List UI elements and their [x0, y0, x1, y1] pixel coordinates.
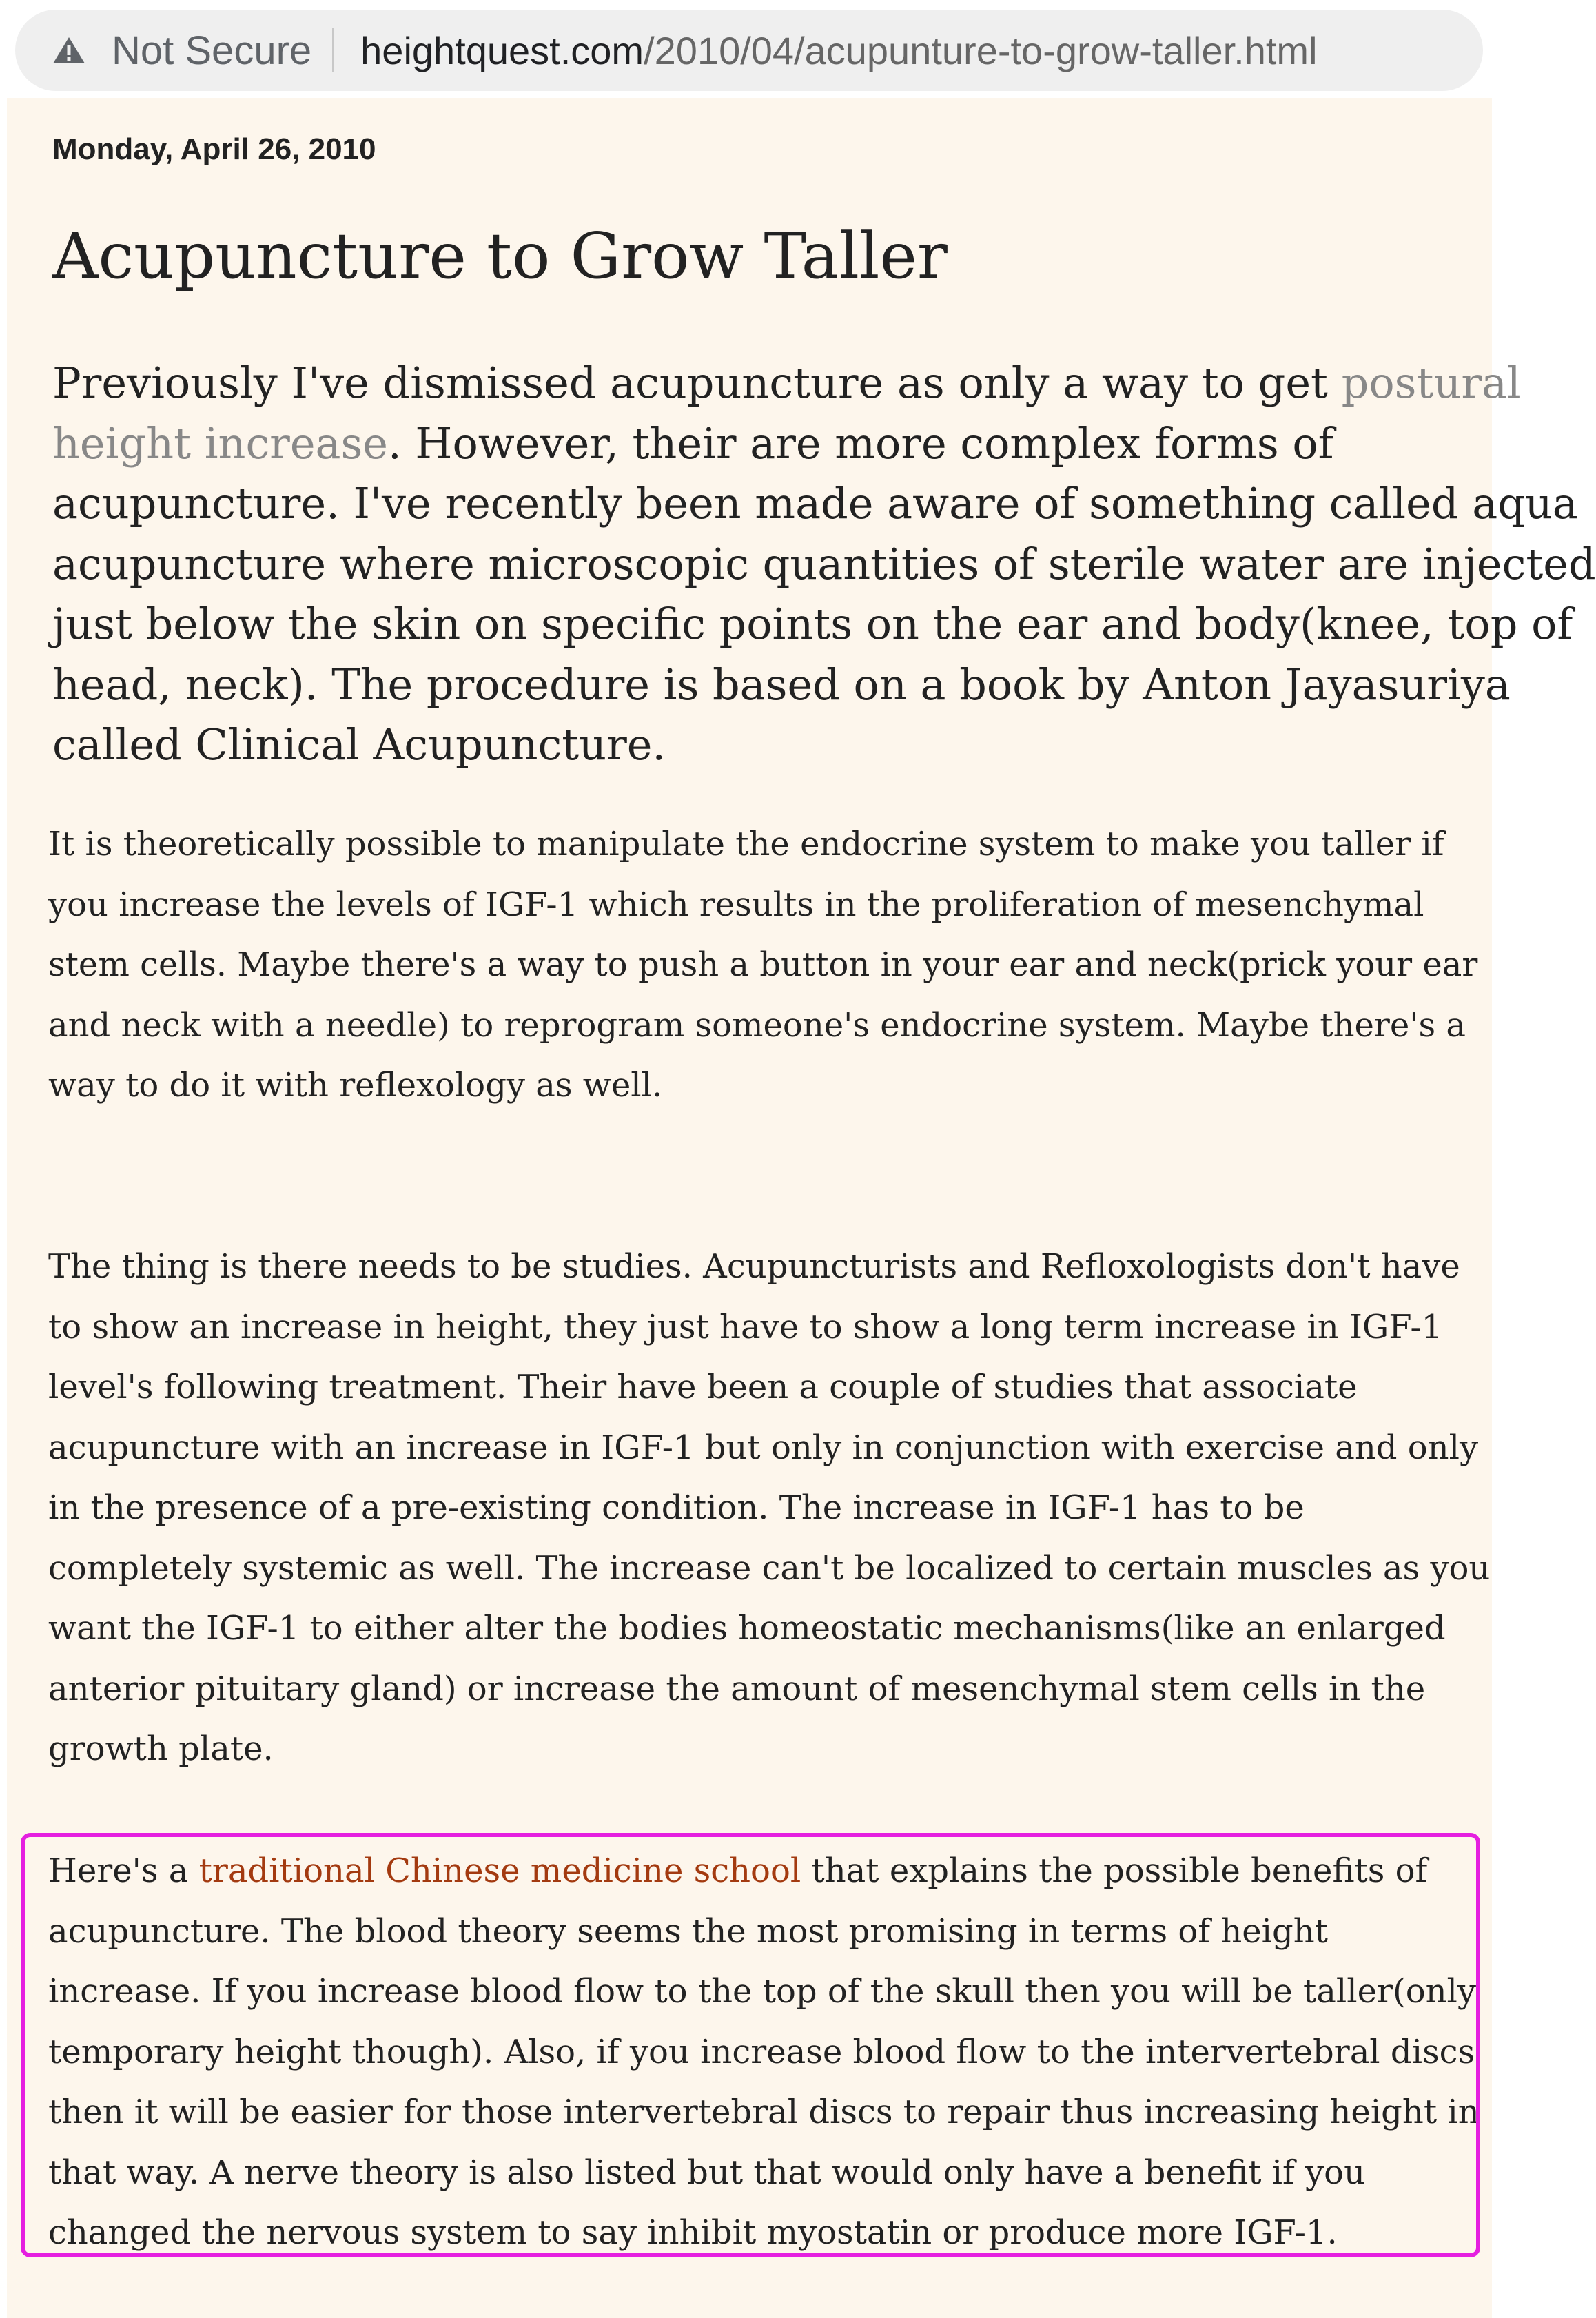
blog-page	[7, 98, 1596, 2318]
text-line: that way. A nerve theory is also listed but that would only have a benefit if you	[48, 2153, 1365, 2192]
security-status-label[interactable]: Not Secure	[112, 28, 312, 73]
text-line: head, neck). The procedure is based on a book by Anton Jayasuriya	[52, 659, 1511, 710]
text-line: completely systemic as well. The increase can't be localized to certain muscles as you	[48, 1548, 1491, 1588]
text-line: acupuncture. I've recently been made aware of something called aqua	[52, 478, 1578, 529]
text-line: changed the nervous system to say inhibit myostatin or produce more IGF-1.	[48, 2213, 1338, 2252]
text-line: in the presence of a pre-existing condition. The increase in IGF-1 has to be	[48, 1488, 1305, 1527]
post-title: Acupuncture to Grow Taller	[52, 219, 948, 293]
text-line: acupuncture. The blood theory seems the most promising in terms of height	[48, 1911, 1328, 1951]
text-fragment: . However, their are more complex forms of	[387, 418, 1334, 469]
text-fragment: Previously I've dismissed acupuncture as only a way to get	[52, 358, 1342, 408]
highlight-annotation-box	[21, 1833, 1480, 2257]
text-line: acupuncture where microscopic quantities of sterile water are injected	[52, 538, 1596, 589]
address-bar[interactable]	[15, 10, 1483, 91]
text-line	[52, 353, 1521, 413]
url-host: heightquest.com	[360, 28, 644, 72]
text-line: way to do it with reflexology as well.	[48, 1066, 663, 1105]
text-fragment: that explains the possible benefits of	[801, 1852, 1428, 1890]
text-line: acupuncture with an increase in IGF-1 but only in conjunction with exercise and only	[48, 1428, 1479, 1467]
text-line: to show an increase in height, they just have to show a long term increase in IGF-1	[48, 1307, 1443, 1346]
text-line: want the IGF-1 to either alter the bodies homeostatic mechanisms(like an enlarged	[48, 1609, 1446, 1648]
text-line: level's following treatment. Their have been a couple of studies that associate	[48, 1368, 1358, 1406]
text-line	[52, 413, 1472, 474]
text-line: called Clinical Acupuncture.	[52, 719, 666, 770]
text-line: and neck with a needle) to reprogram someone's endocrine system. Maybe there's a	[48, 1005, 1466, 1045]
text-line: anterior pituitary gland) or increase the amount of mesenchymal stem cells in the	[48, 1669, 1426, 1708]
text-line: then it will be easier for those intervertebral discs to repair thus increasing height in	[48, 2093, 1480, 2131]
text-line: just below the skin on specific points on the ear and body(knee, top of	[52, 599, 1573, 649]
text-line: stem cells. Maybe there's a way to push a button in your ear and neck(prick your ear	[48, 945, 1478, 984]
url-text[interactable]	[360, 28, 1317, 73]
studies-paragraph	[48, 1237, 1491, 1780]
postural-height-link-continued[interactable]: height increase	[52, 418, 388, 469]
endocrine-paragraph	[48, 814, 1478, 1116]
text-line: It is theoretically possible to manipulate the endocrine system to make you taller if	[48, 825, 1444, 863]
url-path: /2010/04/acupunture-to-grow-taller.html	[644, 28, 1318, 72]
text-line: growth plate.	[48, 1730, 274, 1768]
text-line: you increase the levels of IGF-1 which results in the proliferation of mesenchymal	[48, 885, 1424, 924]
text-fragment: Here's a	[48, 1852, 199, 1890]
tcm-school-link[interactable]: traditional Chinese medicine school	[198, 1852, 801, 1890]
url-divider	[332, 28, 334, 72]
intro-paragraph	[52, 353, 1596, 775]
post-date: Monday, April 26, 2010	[52, 132, 376, 166]
text-line: increase. If you increase blood flow to the top of the skull then you will be taller(only	[48, 1972, 1476, 2011]
postural-height-link[interactable]: postural	[1341, 358, 1521, 408]
text-line: temporary height though). Also, if you increase blood flow to the intervertebral discs	[48, 2032, 1475, 2071]
text-line: The thing is there needs to be studies. Acupuncturists and Refloxologists don't have	[48, 1247, 1460, 1286]
warning-triangle-icon[interactable]	[50, 33, 88, 68]
